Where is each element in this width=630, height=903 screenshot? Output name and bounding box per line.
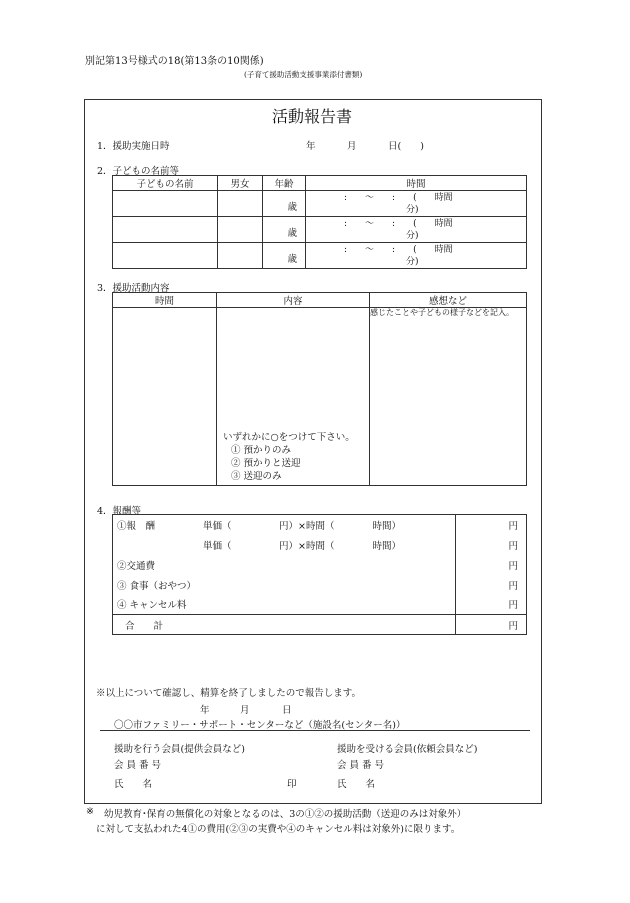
form-subtitle: (子育て援助活動支援事業添付書類) (244, 70, 363, 79)
time-cell[interactable] (306, 191, 527, 217)
page-title: 活動報告書 (272, 107, 353, 126)
date-year: 年 (306, 141, 316, 152)
th-activity-time: 時間 (113, 293, 217, 308)
fees-table (112, 514, 527, 635)
table-row (113, 535, 527, 555)
fee-unit[interactable]: 円 (456, 515, 527, 535)
fee-label: ④ キャンセル料 (113, 595, 456, 615)
fee-unit[interactable]: 円 (456, 575, 527, 595)
choice-item[interactable]: ② 預かりと送迎 (231, 458, 301, 469)
time-line1: : 〜 : ( 時間 (344, 192, 453, 203)
confirm-day: 日 (282, 705, 292, 716)
th-age: 年齢 (263, 176, 306, 191)
table-row (113, 217, 527, 243)
section2-label: 2．子どもの名前等 (97, 166, 180, 177)
footnote-line1: 幼児教育･保育の無償化の対象となるのは、3の①②の援助活動（送迎のみは対象外） (104, 809, 467, 820)
provider-member-no[interactable]: 会 員 番 号 (114, 760, 162, 771)
table-row (113, 615, 527, 635)
center-name-underline (100, 730, 530, 731)
footnote-mark: ※ (86, 806, 94, 817)
children-table (112, 175, 527, 269)
center-name: 〇〇市ファミリー・サポート・センターなど（施設名(センター名)） (114, 720, 406, 731)
confirm-year: 年 (200, 705, 210, 716)
time-line1: : 〜 : ( 時間 (344, 244, 453, 255)
provider-name[interactable]: 氏 名 (114, 779, 153, 790)
th-impressions: 感想など (370, 293, 527, 308)
time-line1: : 〜 : ( 時間 (344, 218, 453, 229)
table-row (113, 243, 527, 269)
section3-label: 3．援助活動内容 (97, 283, 170, 294)
total-unit[interactable]: 円 (456, 615, 527, 635)
time-line2: 分) (406, 256, 419, 267)
choice-item[interactable]: ① 預かりのみ (231, 445, 292, 456)
fee-unit[interactable]: 円 (456, 595, 527, 615)
time-cell[interactable] (306, 243, 527, 269)
fee-label: ③ 食事（おやつ） (113, 575, 456, 595)
table-row (113, 515, 527, 535)
child-name-cell[interactable] (113, 217, 218, 243)
fee-unit[interactable]: 円 (456, 555, 527, 575)
child-name-cell[interactable] (113, 243, 218, 269)
fee-row-cell (113, 515, 456, 535)
activity-time-cell[interactable] (113, 308, 217, 486)
provider-label: 援助を行う会員(提供会員など) (114, 744, 245, 755)
table-row (113, 191, 527, 217)
date-day: 日( ) (388, 141, 424, 152)
age-cell[interactable]: 歳 (263, 217, 306, 243)
fee-detail[interactable]: 単価（ 円）×時間（ 時間） (203, 540, 401, 552)
age-cell[interactable]: 歳 (263, 191, 306, 217)
activity-table (112, 292, 527, 486)
gender-cell[interactable] (218, 243, 263, 269)
fee-unit[interactable]: 円 (456, 535, 527, 555)
fee-label: ①報 酬 (117, 520, 156, 532)
date-month: 月 (347, 141, 357, 152)
confirm-month: 月 (240, 705, 250, 716)
th-gender: 男女 (218, 176, 263, 191)
gender-cell[interactable] (218, 191, 263, 217)
table-row (113, 595, 527, 615)
section1-label: 1．援助実施日時 (97, 141, 170, 152)
section4-label: 4．報酬等 (97, 506, 142, 517)
th-time: 時間 (306, 176, 527, 191)
receiver-name[interactable]: 氏 名 (337, 779, 376, 790)
age-cell[interactable]: 歳 (263, 243, 306, 269)
footnote-line2: に対して支払われた4①の費用(②③の実費や④のキャンセル料は対象外)に限ります。 (96, 824, 461, 835)
fee-row-cell (113, 535, 456, 555)
total-label: 合 計 (113, 615, 456, 635)
th-activity-content: 内容 (217, 293, 370, 308)
time-line2: 分) (406, 230, 419, 241)
fee-detail[interactable]: 単価（ 円）×時間（ 時間） (203, 520, 401, 532)
table-row (113, 575, 527, 595)
seal-mark: 印 (287, 779, 297, 790)
impressions-note: 感じたことや子どもの様子などを記入。 (370, 308, 514, 317)
confirmation-text: ※以上について確認し、精算を終了しましたので報告します。 (96, 688, 362, 699)
time-line2: 分) (406, 204, 419, 215)
choice-item[interactable]: ③ 送迎のみ (231, 471, 282, 482)
time-cell[interactable] (306, 217, 527, 243)
child-name-cell[interactable] (113, 191, 218, 217)
fee-label: ②交通費 (113, 555, 456, 575)
receiver-member-no[interactable]: 会 員 番 号 (337, 760, 385, 771)
receiver-label: 援助を受ける会員(依頼会員など) (337, 744, 478, 755)
activity-content-cell[interactable] (217, 308, 370, 486)
impressions-cell[interactable] (370, 308, 527, 486)
gender-cell[interactable] (218, 217, 263, 243)
choice-prompt: いずれかに○をつけて下さい。 (223, 432, 355, 443)
th-child-name: 子どもの名前 (113, 176, 218, 191)
form-reference: 別記第13号様式の18(第13条の10関係) (85, 56, 264, 67)
table-row (113, 555, 527, 575)
